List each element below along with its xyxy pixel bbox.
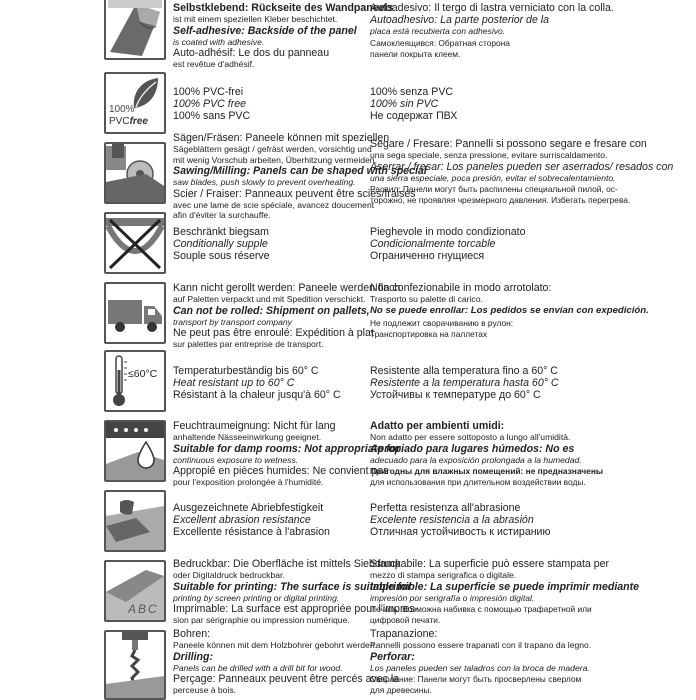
fr-text: perceuse à bois.	[173, 685, 237, 696]
es-text: adecuado para la exposición prolongada a la humedad.	[370, 454, 582, 465]
de-title: 100% PVC-frei	[173, 86, 244, 98]
pvc-free-leaf-icon	[104, 72, 166, 134]
delivery-truck-icon	[104, 282, 166, 344]
it-title: Segare / Fresare: Pannelli si possono segare e fresare con	[370, 138, 647, 150]
ru-text: торожно, не проявляя чрезмерного давления. Избегать перегрева.	[370, 195, 631, 206]
ru-text: цифровой печати.	[370, 615, 441, 626]
fr-title: Imprimable: La surface est appropriée pour l'impres-	[173, 603, 419, 616]
ru-title: Не подлежит сворачиванию в рулон:	[370, 317, 514, 328]
fr-title: Résistant à la chaleur jusqu'à 60° C	[173, 389, 341, 401]
fr-title: 100% sans PVC	[173, 110, 251, 122]
temperature-label: ≤60°C	[128, 368, 158, 380]
it-title: 100% senza PVC	[370, 86, 454, 98]
en-title: Can not be rolled: Shipment on pallets,	[173, 304, 370, 317]
es-title: Aserrar / fresar: Los paneles pueden ser aserrados/ resados con	[370, 160, 674, 173]
water-drop-icon	[104, 420, 166, 482]
ru-title: Устойчивы к температуре до 60° C	[370, 389, 541, 401]
en-title: Heat resistant up to 60° C	[173, 377, 295, 389]
ru-text: Транспортировка на паллетах	[370, 328, 488, 339]
de-title: Kann nicht gerollt werden: Paneele werden flach	[173, 282, 401, 294]
de-text-1: Sägeblättern gesägt / gefräst werden, vorsichtig und	[173, 144, 372, 154]
fr-title: Auto-adhésif: Le dos du panneau	[173, 47, 330, 60]
en-title: Conditionally supple	[173, 238, 268, 250]
it-title: Trapanazione:	[370, 628, 438, 640]
it-title: Adatto per ambienti umidi:	[370, 420, 505, 432]
de-title: Bedruckbar: Die Oberfläche ist mittels Siebdruck	[173, 558, 401, 570]
fr-text: est revêtue d'adhésif.	[173, 59, 255, 70]
it-title: Non confezionabile in modo arrotolato:	[370, 282, 552, 294]
es-title: Apropiado para lugares húmedos: No es	[370, 442, 575, 455]
en-title: 100% PVC free	[173, 98, 247, 110]
de-title: Ausgezeichnete Abriebfestigkeit	[173, 502, 324, 514]
de-text: oder Digitaldruck bedruckbar.	[173, 570, 285, 580]
de-text: anhaltende Nässeeinwirkung geeignet.	[173, 432, 322, 442]
es-title: 100% sin PVC	[370, 98, 439, 110]
es-title: Condicionalmente torcable	[370, 238, 496, 250]
self-adhesive-peel-icon	[104, 0, 166, 60]
conditionally-bendable-icon	[104, 212, 166, 274]
en-title: Excellent abrasion resistance	[173, 514, 311, 526]
ru-title: Пригодны для влажных помещений: не предназначены	[370, 466, 604, 477]
en-text: printing by screen printing or digital printing.	[173, 592, 340, 603]
ru-title: Ограниченно гнущиеся	[370, 250, 485, 262]
fr-title: Ne peut pas être enroulé: Expédition à plat	[173, 327, 374, 340]
de-text: Paneele können mit dem Holzbohrer gebohrt werden.	[173, 640, 377, 650]
en-text: saw blades, push slowly to prevent overheating.	[173, 177, 356, 188]
de-title: Selbstklebend: Rückseite des Wandpaneels	[173, 2, 394, 14]
es-text: una sierra especiale, poca presión, evitar el sobrecalentamiento.	[370, 172, 616, 183]
it-text: una sega speciale, senza pressione, evitare surriscaldamento.	[370, 150, 608, 160]
fr-title: Souple sous réserve	[173, 250, 270, 262]
saw-cutting-icon	[104, 142, 166, 204]
es-title: Excelente resistencia a la abrasión	[370, 514, 534, 526]
de-title: Temperaturbeständig bis 60° C	[173, 365, 319, 377]
it-title: Perfetta resistenza all'abrasione	[370, 502, 521, 514]
ru-text: для использования при длительном воздействии воды.	[370, 477, 586, 488]
en-title: Self-adhesive: Backside of the panel	[173, 24, 357, 37]
fr-text-1: avec une lame de scie spéciale, avancez doucement	[173, 199, 375, 210]
es-text: placa está recubierta con adhesivo.	[370, 26, 506, 36]
en-text: Panels can be drilled with a drill bit for wood.	[173, 662, 343, 673]
ru-text: панели покрыта клеем.	[370, 48, 461, 59]
en-title: Sawing/Milling: Panels can be shaped with special	[173, 165, 427, 178]
en-text: continuous exposure to wetness.	[173, 454, 299, 465]
abrasion-resistance-icon	[104, 490, 166, 552]
de-title: Sägen/Fräsen: Paneele können mit speziellen	[173, 132, 390, 144]
de-title: Beschränkt biegsam	[173, 226, 269, 238]
es-title: No se puede enrollar: Los pedidos se envían con expedición.	[370, 304, 649, 316]
de-text: auf Paletten verpackt und mit Spedition verschickt.	[173, 294, 366, 304]
pvc-label: PVCfree	[109, 116, 148, 127]
fr-title: Appropié en pièces humides: Ne convient pas	[173, 465, 389, 478]
fr-title: Scier / Fraiser: Panneaux peuvent être sciés/fraisés	[173, 187, 416, 200]
ru-title: Не содержат ПВХ	[370, 110, 458, 122]
it-text: Trasporto su palette di carico.	[370, 294, 483, 304]
es-text: impresión por serigrafía o impresión digital.	[370, 592, 535, 603]
de-title: Feuchtraumeignung: Nicht für lang	[173, 420, 336, 432]
es-title: Perforar:	[370, 650, 415, 663]
pvc-percent: 100%	[109, 104, 135, 115]
it-text: Autoadesivo: Il tergo di lastra verniciato con la colla.	[370, 2, 614, 14]
it-title: Resistente alla temperatura fino a 60° C	[370, 365, 558, 377]
fr-text: sion par sérigraphie ou impression numérique.	[173, 615, 350, 626]
thermometer-icon	[104, 350, 166, 412]
printable-surface-icon	[104, 560, 166, 622]
fr-text: pour l'exposition prolongée à l'humidité.	[173, 477, 324, 488]
it-text: Pannelli possono essere trapanati con il trapano da legno.	[370, 640, 592, 650]
de-text: ist mit einem speziellen Kleber beschichtet.	[173, 14, 338, 24]
es-text: Los paneles pueden ser taladros con la broca de madera.	[370, 662, 590, 673]
it-title: Stampabile: La superficie può essere stampata per	[370, 558, 610, 570]
en-text: is coated with adhesive.	[173, 36, 265, 47]
print-sample-text: ABC	[128, 602, 159, 616]
ru-title: Распил: Панели могут быть распилены специальной пилой, ос-	[370, 184, 618, 195]
fr-title: Perçage: Panneaux peuvent être percés avec la	[173, 673, 400, 686]
it-text: Non adatto per essere sottoposto a lungo all'umidità.	[370, 432, 571, 442]
es-title: Autoadhesivo: La parte posterior de la	[370, 14, 550, 26]
en-title: Suitable for damp rooms: Not appropriate for	[173, 442, 401, 455]
fr-text: sur palettes par entreprise de transport.	[173, 339, 324, 350]
drill-icon	[104, 630, 166, 700]
ru-title: Печать: Возможна набивка с помощью трафаретной или	[370, 604, 592, 615]
de-title: Bohren:	[173, 628, 211, 640]
it-title: Pieghevole in modo condizionato	[370, 226, 526, 238]
en-title: Suitable for printing: The surface is suitable for	[173, 580, 412, 593]
en-title: Drilling:	[173, 650, 214, 663]
ru-title: Самоклеящився: Обратная сторона	[370, 37, 510, 48]
ru-title: Сверление: Панели могут быть просверлены сверлом	[370, 674, 582, 685]
it-text: mezzo di stampa serigrafica o digitale.	[370, 570, 517, 580]
ru-text: для древесины.	[370, 685, 432, 696]
en-text: transport by transport company	[173, 316, 292, 327]
fr-text-2: afin d'éviter la surchauffe.	[173, 210, 271, 221]
es-title: Imprimible: La superficie se puede imprimir mediante	[370, 580, 640, 593]
fr-title: Excellente résistance à l'abrasion	[173, 526, 330, 538]
de-text-2: mit wenig Vorschub arbeiten, Überhitzung vermeiden.	[173, 154, 377, 165]
ru-title: Отличная устойчивость к истиранию	[370, 526, 551, 538]
es-title: Resistente a la temperatura hasta 60° C	[370, 377, 559, 389]
